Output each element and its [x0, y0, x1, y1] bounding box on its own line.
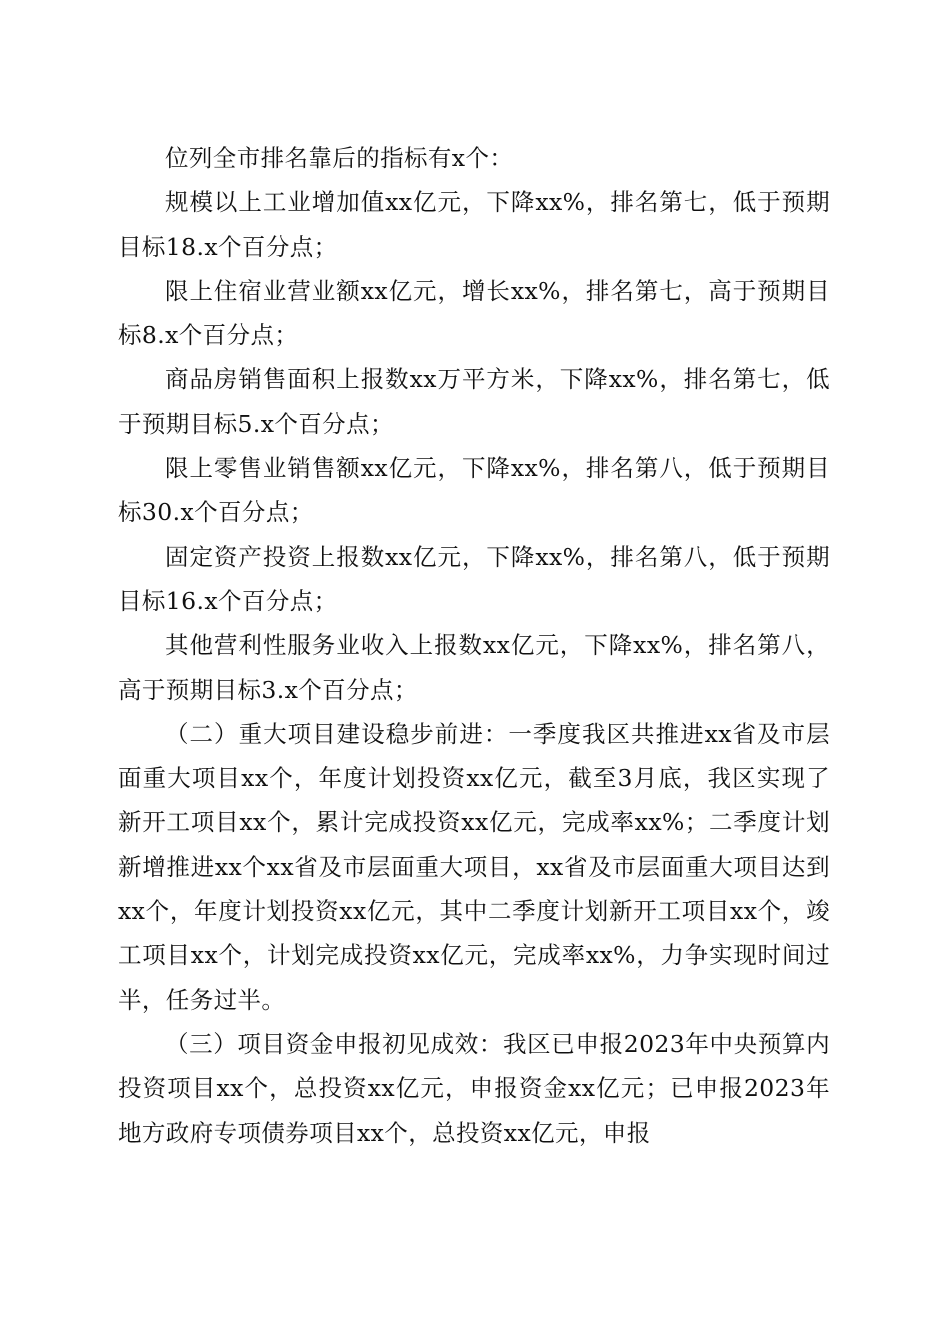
- paragraph-fixed-asset-investment: 固定资产投资上报数xx亿元，下降xx%，排名第八，低于预期目标16.x个百分点；: [118, 542, 830, 615]
- paragraph-accommodation-revenue: 限上住宿业营业额xx亿元，增长xx%，排名第七，高于预期目标8.x个百分点；: [118, 276, 830, 350]
- paragraph-housing-sales-area: 商品房销售面积上报数xx万平方米，下降xx%，排名第七，低于预期目标5.x个百分点；: [118, 365, 830, 438]
- paragraph-other-service-revenue: 其他营利性服务业收入上报数xx亿元，下降xx%，排名第八，高于预期目标3.x个百分点；: [118, 631, 830, 704]
- paragraph-retail-sales: 限上零售业销售额xx亿元，下降xx%，排名第八，低于预期目标30.x个百分点；: [118, 454, 830, 527]
- document-page: [118, 136, 830, 1155]
- paragraph-project-funding: （三）项目资金申报初见成效：我区已申报2023年中央预算内投资项目xx个，总投资xx亿元，申报资金xx亿元；已申报2023年地方政府专项债券项目xx个，总投资xx亿元，申报: [118, 1029, 830, 1147]
- paragraph-industrial-value-added: 规模以上工业增加值xx亿元，下降xx%，排名第七，低于预期目标18.x个百分点；: [118, 188, 830, 261]
- paragraph-major-projects: （二）重大项目建设稳步前进：一季度我区共推进xx省及市层面重大项目xx个，年度计划投资xx亿元，截至3月底，我区实现了新开工项目xx个，累计完成投资xx亿元，完成率xx%；二季度计划新增推进xx个xx省及市层面重大项目，xx省及市层面重大项目达到xx个，年度计划投资xx亿元，其中二季度计划新开工项目xx个，竣工项目xx个，计划完成投资xx亿元，完成率xx%，力争实现时间过半，任务过半。: [118, 719, 830, 1014]
- paragraph-lagging-indicators-intro: 位列全市排名靠后的指标有x个：: [165, 144, 514, 172]
